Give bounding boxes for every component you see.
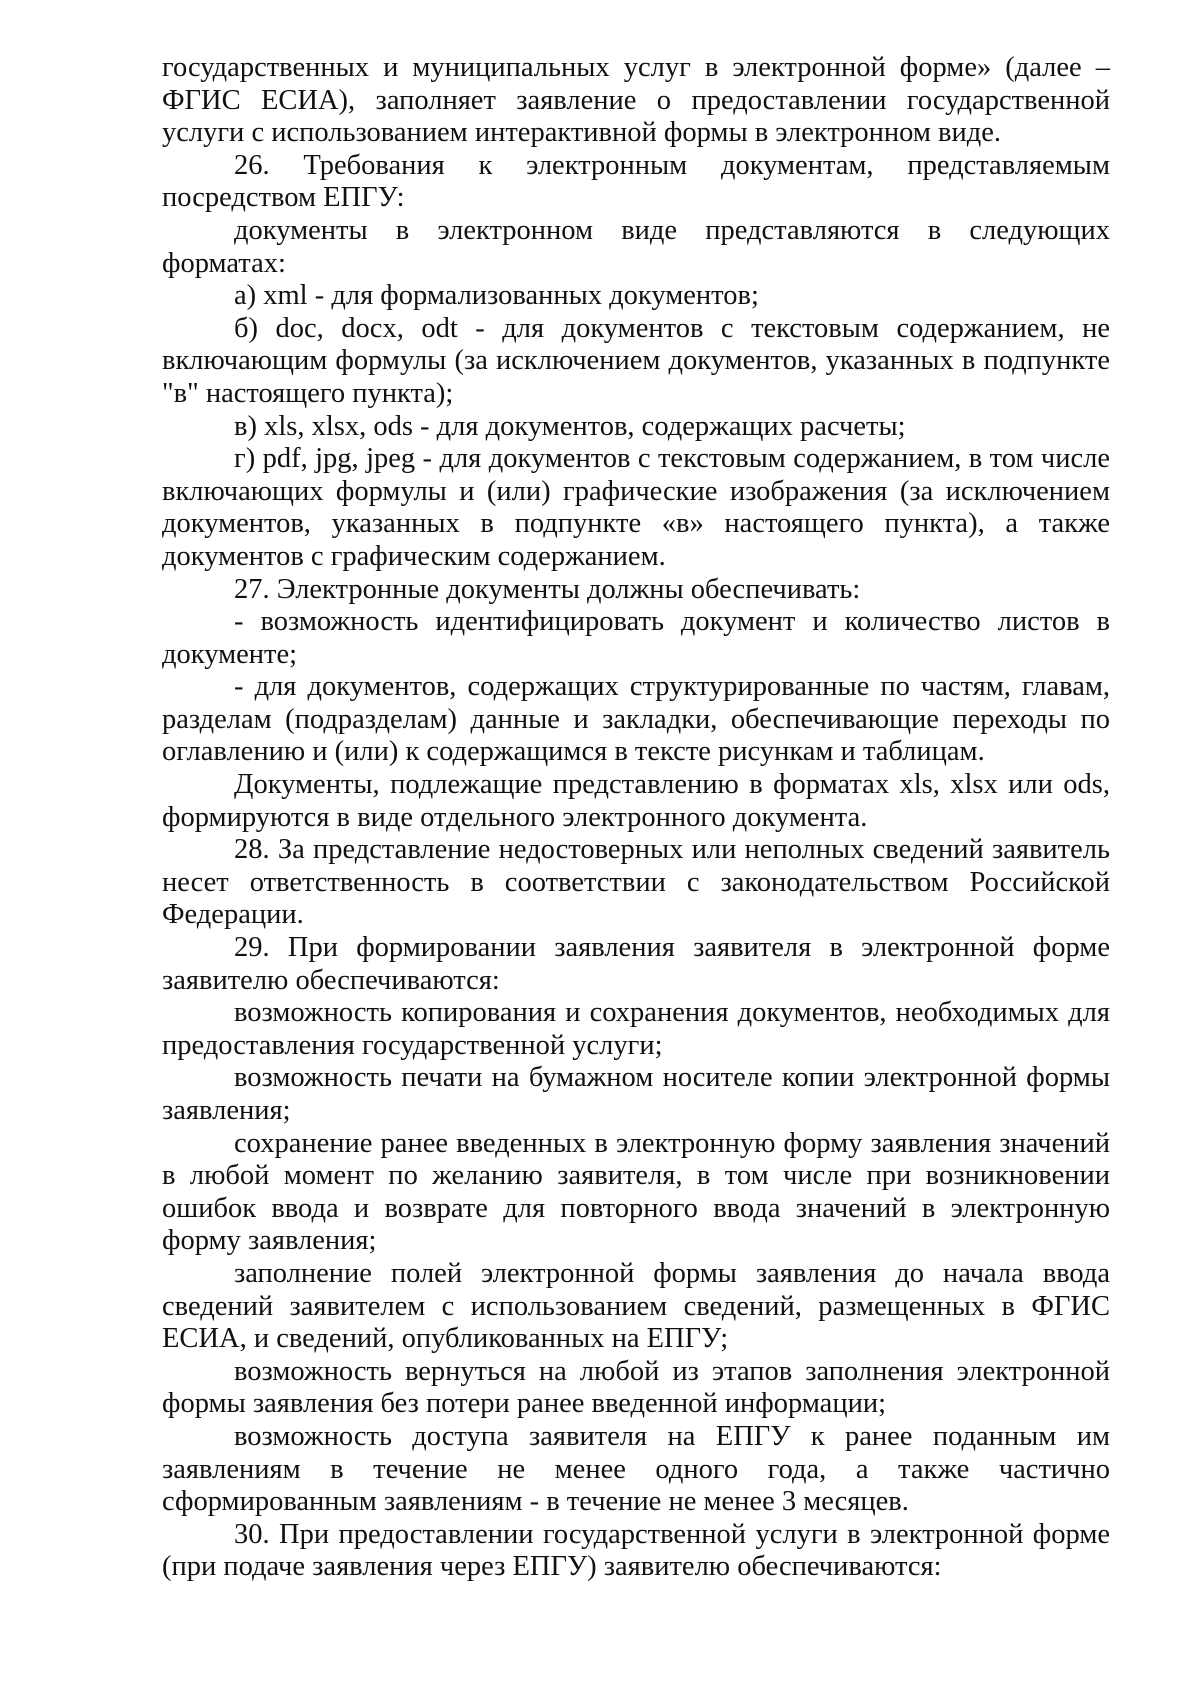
paragraph-27-identify: - возможность идентифицировать документ и количество листов в документе; [162, 606, 1110, 670]
paragraph-29-prefill: заполнение полей электронной формы заявления до начала ввода сведений заявителем с использованием сведений, размещенных в ФГИС ЕСИА, и сведений, опубликованных на ЕПГУ; [162, 1257, 1110, 1355]
paragraph-28-responsibility: 28. За представление недостоверных или неполных сведений заявитель несет ответственность в соответствии с законодательством Российской Федерации. [162, 834, 1110, 931]
paragraph-format-v: в) xls, xlsx, ods - для документов, содержащих расчеты; [234, 410, 906, 442]
paragraph-27-structured: - для документов, содержащих структурированные по частям, главам, разделам (подразделам) данные и закладки, обеспечивающие переходы по оглавлению и (или) к содержащимся в тексте рисункам и таблицам. [162, 671, 1110, 768]
paragraph-29-return: возможность вернуться на любой из этапов заполнения электронной формы заявления без потери ранее введенной информации; [162, 1355, 1110, 1420]
paragraph-26-requirements: 26. Требования к электронным документам, представляемым посредством ЕПГУ: [162, 149, 1110, 214]
paragraph-29-access: возможность доступа заявителя на ЕПГУ к ранее поданным им заявлениям в течение не менее одного года, а также частично сформированным заявлениям - в течение не менее 3 месяцев. [162, 1420, 1110, 1518]
paragraph-format-g: г) pdf, jpg, jpeg - для документов с текстовым содержанием, в том числе включающих формулы и (или) графические изображения (за исключением документов, указанных в подпункте «в» настоящего пункта), а также документов с графическим содержанием. [162, 443, 1110, 572]
paragraph-29-forming: 29. При формировании заявления заявителя в электронной форме заявителю обеспечиваются: [162, 932, 1110, 996]
paragraph-27-spreadsheets: Документы, подлежащие представлению в форматах xls, xlsx или ods, формируются в виде отдельного электронного документа. [162, 769, 1110, 833]
paragraph-29-copying: возможность копирования и сохранения документов, необходимых для предоставления государственной услуги; [162, 997, 1110, 1061]
paragraph-format-b: б) doc, docx, odt - для документов с текстовым содержанием, не включающим формулы (за исключением документов, указанных в подпункте "в" настоящего пункта); [162, 312, 1110, 409]
paragraph-27-electronic-docs: 27. Электронные документы должны обеспечивать: [234, 573, 861, 605]
paragraph-29-printing: возможность печати на бумажном носителе копии электронной формы заявления; [162, 1062, 1110, 1126]
paragraph-formats-intro: документы в электронном виде представляются в следующих форматах: [162, 214, 1110, 279]
paragraph-30-provision: 30. При предоставлении государственной услуги в электронной форме (при подаче заявления через ЕПГУ) заявителю обеспечиваются: [162, 1518, 1110, 1583]
document-page [162, 52, 1110, 1584]
paragraph-esia-intro: государственных и муниципальных услуг в электронной форме» (далее – ФГИС ЕСИА), заполняет заявление о предоставлении государственной услуги с использованием интерактивной формы в электронном виде. [162, 52, 1110, 149]
paragraph-29-saving: сохранение ранее введенных в электронную форму заявления значений в любой момент по желанию заявителя, в том числе при возникновении ошибок ввода и возврате для повторного ввода значений в электронную форму заявления; [162, 1127, 1110, 1257]
paragraph-format-a: а) xml - для формализованных документов; [234, 280, 759, 312]
